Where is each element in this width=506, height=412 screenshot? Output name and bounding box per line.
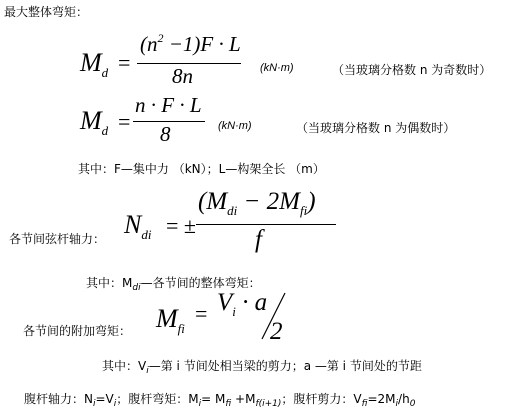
web-member-formulas: 腹杆轴力：$N_i=V_i$；腹杆弯矩：$M_i= M_{fi} +M_{f(i+1)}$；腹杆剪力：$V_{fi}=2M_i/h_0$ — [24, 392, 416, 409]
eq1-note: （当玻璃分格数 n 为奇数时） — [332, 63, 492, 77]
eq4-label: 各节间的附加弯矩： — [23, 324, 132, 338]
eq3-fraction-bar — [196, 224, 336, 225]
page-heading: 最大整体弯矩： — [4, 5, 89, 19]
eq1-numerator: $(n^2 -1)F \cdot L$ — [140, 31, 241, 56]
eq1-equals: = — [118, 50, 131, 75]
eq1-unit: (kN·m) — [260, 62, 294, 74]
eq1-denominator: 8n — [172, 64, 193, 88]
eq4-equals: = — [195, 301, 208, 326]
definition-force-length: 其中：F—集中力 （kN）；L—构架全长 （m） — [78, 162, 325, 176]
eq3-denominator: f — [255, 226, 262, 253]
eq2-note: （当玻璃分格数 n 为偶数时） — [296, 121, 456, 135]
eq2-denominator: 8 — [160, 122, 171, 146]
eq4-denominator: 2 — [270, 318, 283, 345]
eq3-numerator: $(M_{di} - 2M_{fi})$ — [198, 188, 316, 218]
eq3-label: 各节间弦杆轴力： — [9, 232, 106, 246]
definition-overall-moment: 其中：$M_{di}—$各节间的整体弯矩： — [86, 276, 261, 293]
eq4-lhs: $M_{fi}$ — [156, 304, 185, 336]
definition-shear-pitch: 其中：$V_i—$第 i 节间处相当梁的剪力；a —第 i 节间处的节距 — [102, 359, 422, 376]
eq3-equals: = ± — [166, 213, 196, 238]
eq4-numerator: $V_i \cdot a$ — [217, 289, 268, 319]
eq3-lhs: $N_{di}$ — [124, 210, 152, 242]
eq2-numerator: n · F · L — [135, 93, 202, 117]
eq1-lhs: $M_d$ — [80, 48, 109, 80]
eq2-lhs: $M_d$ — [80, 106, 109, 138]
eq2-unit: (kN·m) — [218, 120, 252, 132]
eq2-equals: = — [118, 109, 131, 134]
